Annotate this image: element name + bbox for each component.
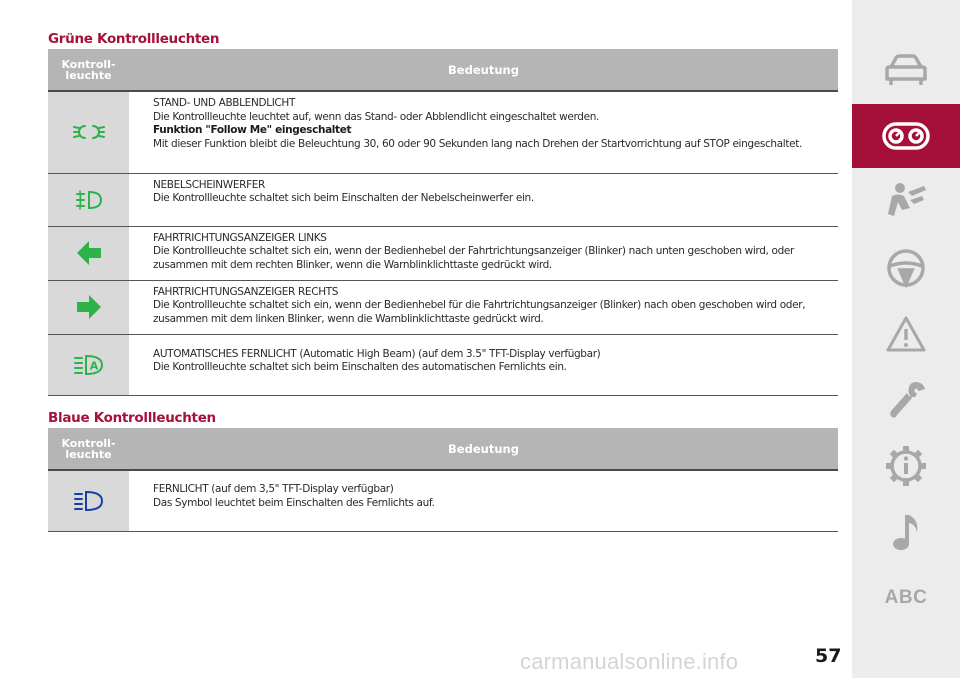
watermark: carmanualsonline.info [520, 649, 739, 674]
meaning-cell [129, 226, 838, 280]
wrench-icon [885, 379, 927, 421]
column-header-light [48, 428, 129, 470]
row-heading: NEBELSCHEINWERFER [153, 178, 265, 191]
meaning-cell [129, 470, 838, 531]
row-heading: AUTOMATISCHES FERNLICHT (Automatic High Beam) (auf dem 3.5" TFT-Display verfügbar) [153, 347, 601, 360]
light-icon-cell [48, 470, 129, 531]
blue-lights-table [48, 428, 838, 532]
meaning-cell [129, 334, 838, 395]
light-icon-cell [48, 280, 129, 334]
light-icon-cell [48, 91, 129, 173]
sidebar-item-safety[interactable] [852, 170, 960, 234]
table-row [48, 226, 838, 280]
row-description: Die Kontrollleuchte schaltet sich ein, wenn der Bedienhebel der Fahrtrichtungsanzeiger (Blinker) nach unten geschoben wird, oder zusammen mit dem rechten Blinker, wenn die Warnblinklichttaste gedrückt wird. [153, 245, 794, 271]
row-description: Das Symbol leuchtet beim Einschalten des Fernlichts auf. [153, 496, 435, 509]
column-header-meaning: Bedeutung [129, 49, 838, 91]
sidebar-item-driving[interactable] [852, 236, 960, 300]
row-heading: FAHRTRICHTUNGSANZEIGER LINKS [153, 231, 327, 244]
column-header-light-line2: leuchte [65, 68, 112, 82]
turn-right-arrow-icon [76, 294, 102, 320]
row-description: Die Kontrollleuchte leuchtet auf, wenn das Stand- oder Abblendlicht eingeschaltet werden. [153, 110, 600, 123]
meaning-cell [129, 280, 838, 334]
steering-wheel-icon [886, 248, 926, 288]
row-subheading: Funktion "Follow Me" eingeschaltet [153, 124, 352, 136]
meaning-cell [129, 91, 838, 173]
seat-person-icon [884, 182, 928, 222]
green-section-title: Grüne Kontrollleuchten [48, 31, 220, 47]
light-icon-cell [48, 226, 129, 280]
sidebar-item-multimedia[interactable] [852, 500, 960, 564]
table-row [48, 91, 838, 173]
music-note-icon [891, 512, 921, 552]
page-number: 57 [815, 645, 842, 667]
row-description: Die Kontrollleuchte schaltet sich beim Einschalten des automatischen Fernlichts ein. [153, 361, 567, 373]
warning-triangle-icon [885, 315, 927, 353]
turn-left-arrow-icon [76, 240, 102, 266]
column-header-light [48, 49, 129, 91]
table-row [48, 280, 838, 334]
sidebar-item-index[interactable] [852, 566, 960, 630]
fog-lights-icon [75, 190, 103, 210]
sidebar-item-vehicle[interactable] [852, 38, 960, 102]
light-icon-cell [48, 334, 129, 395]
table-row [48, 173, 838, 226]
auto-high-beam-icon [74, 354, 104, 376]
table-row [48, 334, 838, 395]
car-icon [883, 53, 929, 87]
row-description: Mit dieser Funktion bleibt die Beleuchtung 30, 60 oder 90 Sekunden lang nach Drehen der Startvorrichtung auf STOP eingeschaltet. [153, 137, 802, 150]
row-heading: FAHRTRICHTUNGSANZEIGER RECHTS [153, 285, 339, 298]
svg-text:A: A [89, 359, 98, 372]
sidebar-index-label: ABC [884, 587, 928, 608]
row-heading: FERNLICHT (auf dem 3,5" TFT-Display verfügbar) [153, 483, 394, 495]
column-header-light-line1: Kontroll- [61, 436, 116, 450]
column-header-meaning: Bedeutung [129, 428, 838, 470]
meaning-cell [129, 173, 838, 226]
blue-section-title: Blaue Kontrollleuchten [48, 410, 216, 426]
column-header-light-line1: Kontroll- [61, 57, 116, 71]
row-heading: STAND- UND ABBLENDLICHT [153, 97, 296, 109]
column-header-light-line2: leuchte [65, 447, 112, 461]
row-description: Die Kontrollleuchte schaltet sich ein, wenn der Bedienhebel für die Fahrtrichtungsanzeiger (Blinker) nach oben geschoben wird oder, zusammen mit dem linken Blinker, wenn die Warnblinklichttaste gedrückt wird. [153, 299, 806, 325]
info-gear-icon [885, 445, 927, 487]
high-beam-icon [74, 490, 104, 512]
sidebar-item-instruments[interactable] [852, 104, 960, 168]
table-row [48, 470, 838, 531]
green-lights-table [48, 49, 838, 396]
position-lights-icon [72, 123, 106, 141]
light-icon-cell [48, 173, 129, 226]
sidebar-item-maintenance[interactable] [852, 368, 960, 432]
row-description: Die Kontrollleuchte schaltet sich beim Einschalten der Nebelscheinwerfer ein. [153, 192, 534, 204]
instrument-cluster-icon [881, 121, 931, 151]
sidebar-item-technical-data[interactable] [852, 434, 960, 498]
sidebar-item-emergency[interactable] [852, 302, 960, 366]
chapter-sidebar [852, 0, 960, 678]
